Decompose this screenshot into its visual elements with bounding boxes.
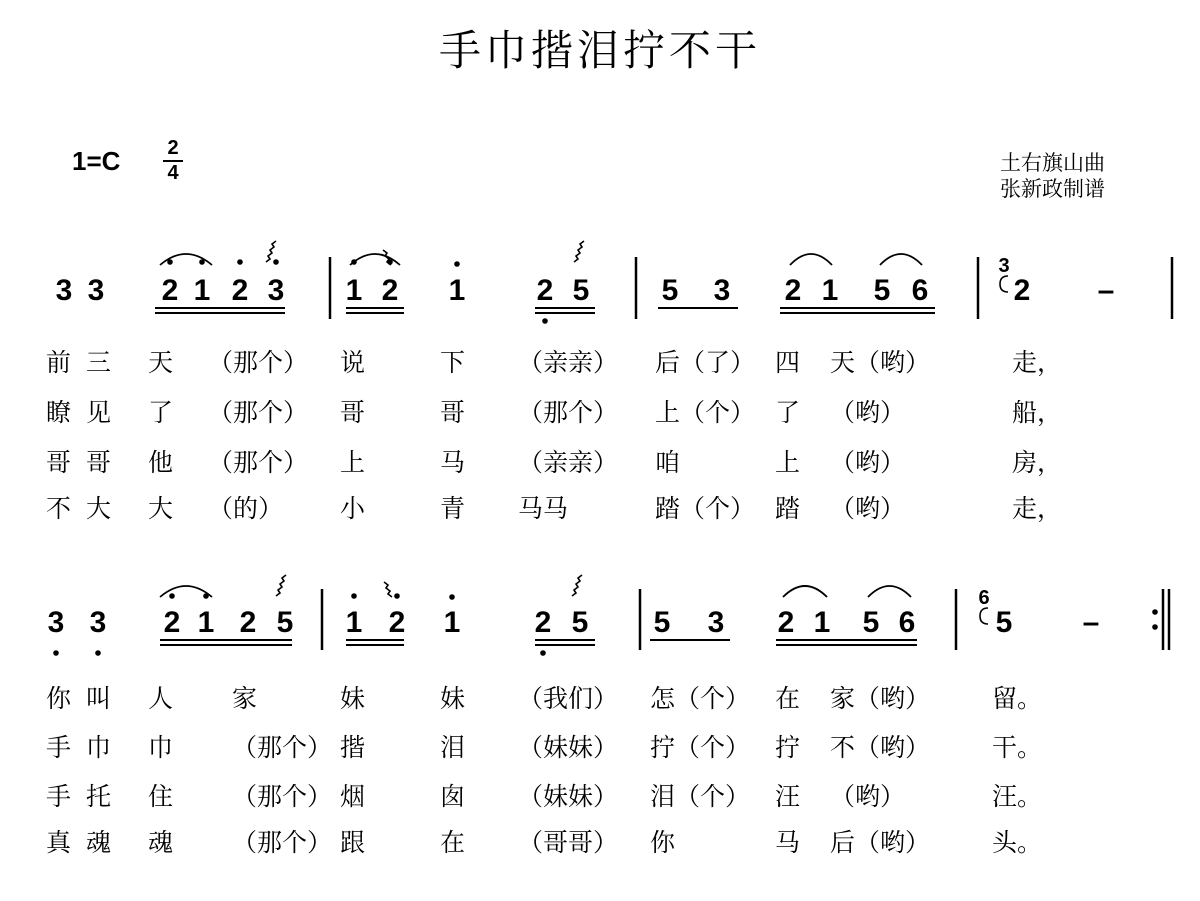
lyric-s1-verse1-word8: 后（了） — [655, 348, 756, 377]
lyric-s2-verse1-word10: 家（哟） — [830, 684, 931, 713]
lyric-s1-verse3-word4: （那个） — [208, 448, 309, 477]
lyric-s1-verse2-word2: 见 — [86, 398, 112, 427]
system-1-octave-dot-high-1 — [167, 259, 173, 265]
lyric-s1-verse3-word1: 哥 — [46, 448, 72, 477]
system-2-note-5: 2 — [239, 606, 257, 639]
lyric-s2-verse4-word11: 头。 — [992, 828, 1043, 857]
system-2-note-18: 5 — [995, 606, 1013, 639]
lyric-s1-verse1-word5: 说 — [340, 348, 366, 377]
lyric-s2-verse1-word11: 留。 — [992, 684, 1043, 713]
system-2-glissando-up-1 — [276, 575, 286, 596]
lyric-s2-verse2-word9: 拧 — [775, 733, 801, 762]
system-1-note-9: 1 — [448, 274, 466, 307]
lyric-s1-verse1-word2: 三 — [86, 348, 112, 377]
lyric-s2-verse3-word2: 托 — [86, 782, 112, 811]
lyric-s1-verse2-word3: 了 — [148, 398, 174, 427]
lyric-s2-verse3-word7: （妹妹） — [518, 782, 619, 811]
lyric-s2-verse2-word5: 揩 — [340, 733, 366, 762]
lyric-s2-verse3-word4: （那个） — [232, 782, 333, 811]
lyric-s1-verse3-word6: 马 — [440, 448, 466, 477]
system-1-meter-change-bracket — [1000, 276, 1008, 292]
lyric-s2-verse4-word1: 真 — [46, 828, 72, 857]
lyric-s2-verse2-word4: （那个） — [232, 733, 333, 762]
lyric-s2-verse4-word8: 你 — [650, 828, 676, 857]
lyric-s1-verse3-word5: 上 — [340, 448, 366, 477]
time-signature-top: 2 — [167, 137, 179, 159]
system-1-note-8: 2 — [381, 274, 399, 307]
system-2-octave-dot-low-2 — [95, 650, 101, 656]
lyric-s1-verse2-word7: （那个） — [518, 398, 619, 427]
lyric-s2-verse3-word10: （哟） — [830, 782, 906, 811]
system-1-note-7: 1 — [345, 274, 363, 307]
system-2-meter-change-number: 6 — [978, 587, 990, 609]
system-1-octave-dot-low-1 — [542, 318, 548, 324]
system-1-note-1: 3 — [55, 274, 73, 307]
lyric-s1-verse1-word3: 天 — [148, 348, 174, 377]
credit-arranger: 张新政制谱 — [1000, 177, 1105, 201]
lyric-s2-verse2-word1: 手 — [46, 733, 72, 762]
lyric-s1-verse3-word11: 房， — [1012, 448, 1063, 477]
system-1-note-18: 2 — [1013, 274, 1031, 307]
lyric-s1-verse4-word3: 大 — [148, 494, 174, 523]
system-2-note-13: 3 — [707, 606, 725, 639]
system-2-octave-dot-low-1 — [53, 650, 59, 656]
system-2-octave-dot-high-3 — [351, 593, 357, 599]
system-1-note-10: 2 — [536, 274, 554, 307]
lyric-s1-verse4-word7: 马马 — [518, 494, 569, 523]
lyric-s1-verse2-word10: （哟） — [830, 398, 906, 427]
system-2-note-17: 6 — [898, 606, 916, 639]
lyric-s2-verse1-word4: 家 — [232, 684, 258, 713]
lyric-s2-verse4-word3: 魂 — [148, 828, 174, 857]
lyric-s1-verse2-word8: 上（个） — [655, 398, 756, 427]
system-1-glissando-up-2 — [574, 241, 584, 262]
lyric-s2-verse4-word9: 马 — [775, 828, 801, 857]
lyric-s2-verse4-word2: 魂 — [86, 828, 112, 857]
lyric-s2-verse2-word3: 巾 — [148, 733, 174, 762]
lyric-s2-verse3-word11: 汪。 — [992, 782, 1043, 811]
system-1-slur-4 — [880, 254, 922, 265]
system-1-meter-change-number: 3 — [998, 255, 1010, 277]
system-2-note-7: 1 — [345, 606, 363, 639]
lyric-s2-verse1-word7: （我们） — [518, 684, 619, 713]
lyric-s1-verse3-word3: 他 — [148, 448, 174, 477]
lyric-s2-verse3-word6: 囱 — [440, 782, 466, 811]
lyric-s1-verse1-word7: （亲亲） — [518, 348, 619, 377]
system-2-octave-dot-low-3 — [540, 650, 546, 656]
lyric-s2-verse3-word3: 住 — [148, 782, 174, 811]
lyric-s2-verse1-word5: 妹 — [340, 684, 366, 713]
lyric-s1-verse4-word5: 小 — [340, 494, 366, 523]
lyric-s1-verse2-word1: 瞭 — [46, 398, 72, 427]
system-2-note-6: 5 — [276, 606, 294, 639]
system-1-glissando-up-1 — [266, 241, 276, 262]
credit-source: 土右旗山曲 — [1000, 151, 1105, 175]
system-1-note-14: 2 — [784, 274, 802, 307]
system-2-note-9: 1 — [443, 606, 461, 639]
lyric-s1-verse1-word9: 四 — [775, 348, 801, 377]
system-1-sustain-dash: – — [1097, 274, 1115, 307]
system-2-glissando-up-2 — [572, 575, 582, 596]
system-1-note-13: 3 — [713, 274, 731, 307]
lyric-s1-verse3-word7: （亲亲） — [518, 448, 619, 477]
lyric-s1-verse1-word4: （那个） — [208, 348, 309, 377]
lyric-s1-verse4-word2: 大 — [86, 494, 112, 523]
system-2-octave-dot-high-1 — [169, 593, 175, 599]
lyric-s2-verse4-word4: （那个） — [232, 828, 333, 857]
lyric-s1-verse1-word11: 走， — [1012, 348, 1063, 377]
system-2-octave-dot-high-2 — [203, 593, 209, 599]
lyric-s1-verse4-word8: 踏（个） — [655, 494, 756, 523]
lyric-s1-verse4-word1: 不 — [46, 494, 72, 523]
lyric-s1-verse2-word11: 船， — [1012, 398, 1063, 427]
lyric-s2-verse2-word7: （妹妹） — [518, 733, 619, 762]
lyric-s1-verse2-word4: （那个） — [208, 398, 309, 427]
lyric-s2-verse1-word1: 你 — [46, 684, 72, 713]
system-1-note-5: 2 — [231, 274, 249, 307]
lyric-s1-verse1-word10: 天（哟） — [830, 348, 931, 377]
lyric-s2-verse1-word8: 怎（个） — [650, 684, 751, 713]
lyric-s2-verse4-word10: 后（哟） — [830, 828, 931, 857]
system-1-note-6: 3 — [267, 274, 285, 307]
lyric-s1-verse4-word11: 走， — [1012, 494, 1063, 523]
system-1-note-11: 5 — [572, 274, 590, 307]
lyric-s1-verse4-word4: （的） — [208, 494, 284, 523]
song-title: 手巾揩泪拧不干 — [438, 26, 761, 75]
system-2-note-4: 1 — [197, 606, 215, 639]
lyric-s2-verse1-word9: 在 — [775, 684, 801, 713]
lyric-s2-verse4-word5: 跟 — [340, 828, 366, 857]
lyric-s1-verse2-word6: 哥 — [440, 398, 466, 427]
lyric-s2-verse3-word1: 手 — [46, 782, 72, 811]
system-2-repeat-dot-lower — [1152, 624, 1158, 630]
lyric-s2-verse3-word5: 烟 — [340, 782, 366, 811]
lyric-s1-verse3-word9: 上 — [775, 448, 801, 477]
system-2-slur-2 — [783, 586, 827, 597]
lyric-s1-verse1-word1: 前 — [46, 348, 72, 377]
system-2-note-16: 5 — [862, 606, 880, 639]
lyric-s1-verse1-word6: 下 — [440, 348, 466, 377]
lyric-s2-verse3-word8: 泪（个） — [650, 782, 751, 811]
lyric-s1-verse4-word9: 踏 — [775, 494, 801, 523]
lyric-s2-verse1-word6: 妹 — [440, 684, 466, 713]
system-1-note-4: 1 — [193, 274, 211, 307]
system-2-note-1: 3 — [47, 606, 65, 639]
lyric-s2-verse1-word3: 人 — [148, 684, 174, 713]
lyric-s2-verse2-word10: 不（哟） — [830, 733, 931, 762]
key-signature: 1=C — [72, 146, 121, 176]
system-2-octave-dot-high-4 — [394, 593, 400, 599]
system-2-note-10: 2 — [534, 606, 552, 639]
lyric-s1-verse4-word6: 青 — [440, 494, 466, 523]
system-2-slur-3 — [868, 586, 911, 597]
system-2-glissando-down-1 — [384, 582, 392, 597]
system-1-octave-dot-high-5 — [351, 259, 357, 265]
system-2-note-2: 3 — [89, 606, 107, 639]
system-1-note-15: 1 — [821, 274, 839, 307]
system-2-note-11: 5 — [571, 606, 589, 639]
lyric-s1-verse3-word2: 哥 — [86, 448, 112, 477]
system-2-note-12: 5 — [653, 606, 671, 639]
system-1-note-17: 6 — [911, 274, 929, 307]
lyric-s2-verse2-word11: 干。 — [992, 733, 1043, 762]
system-2-octave-dot-high-5 — [449, 594, 455, 600]
lyric-s1-verse3-word8: 咱 — [655, 448, 681, 477]
lyric-s2-verse2-word2: 巾 — [86, 733, 112, 762]
lyric-s2-verse4-word7: （哥哥） — [518, 828, 619, 857]
lyric-s2-verse2-word8: 拧（个） — [650, 733, 751, 762]
system-2-repeat-dot-upper — [1152, 609, 1158, 615]
system-1-slur-3 — [790, 254, 832, 265]
lyric-s1-verse2-word9: 了 — [775, 398, 801, 427]
system-1-note-16: 5 — [873, 274, 891, 307]
system-1-slur-2 — [350, 254, 400, 265]
system-1-octave-dot-high-3 — [237, 259, 243, 265]
system-1-note-2: 3 — [87, 274, 105, 307]
system-2-note-8: 2 — [388, 606, 406, 639]
system-2-note-14: 2 — [777, 606, 795, 639]
system-1-octave-dot-high-7 — [454, 261, 460, 267]
system-1-octave-dot-high-2 — [199, 259, 205, 265]
lyric-s2-verse4-word6: 在 — [440, 828, 466, 857]
system-2-sustain-dash: – — [1082, 606, 1100, 639]
system-2-note-15: 1 — [813, 606, 831, 639]
lyric-s2-verse3-word9: 汪 — [775, 782, 801, 811]
lyric-s2-verse2-word6: 泪 — [440, 733, 466, 762]
lyric-s2-verse1-word2: 叫 — [86, 684, 112, 713]
system-1-octave-dot-high-4 — [273, 259, 279, 265]
system-1-note-3: 2 — [161, 274, 179, 307]
system-2-note-3: 2 — [163, 606, 181, 639]
system-2-meter-change-bracket — [980, 608, 988, 624]
system-1-note-12: 5 — [661, 274, 679, 307]
lyric-s1-verse3-word10: （哟） — [830, 448, 906, 477]
time-signature-bottom: 4 — [167, 162, 179, 184]
lyric-s1-verse4-word10: （哟） — [830, 494, 906, 523]
lyric-s1-verse2-word5: 哥 — [340, 398, 366, 427]
